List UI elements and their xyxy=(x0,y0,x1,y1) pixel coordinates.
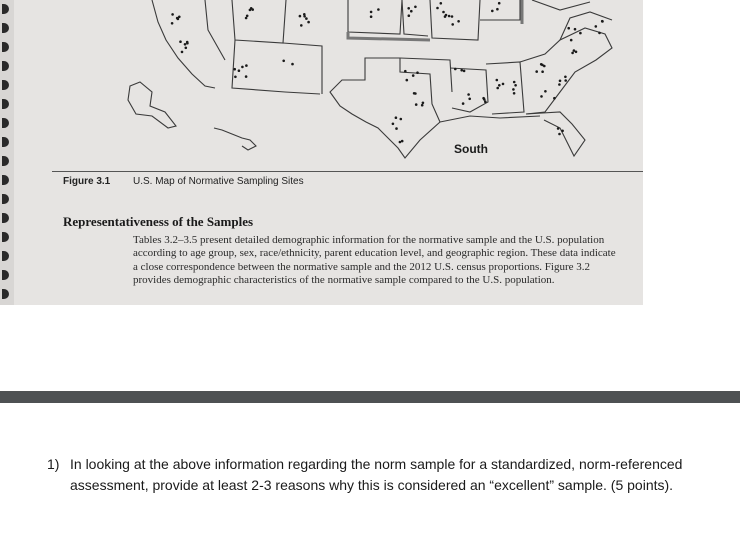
sampling-site-dot xyxy=(415,103,418,106)
sampling-site-dot xyxy=(543,65,546,68)
sampling-site-dot xyxy=(462,102,465,105)
sampling-site-dot xyxy=(454,68,457,71)
spiral-ring xyxy=(2,289,9,299)
sampling-site-dot xyxy=(460,69,463,72)
sampling-site-dot xyxy=(299,15,302,18)
sampling-site-dot xyxy=(305,17,308,20)
spiral-ring xyxy=(2,270,9,280)
sampling-site-dot xyxy=(399,141,402,144)
sampling-site-dot xyxy=(598,32,601,35)
sampling-site-dot xyxy=(573,49,576,52)
sampling-site-dot xyxy=(291,63,294,66)
figure-caption: U.S. Map of Normative Sampling Sites xyxy=(133,176,304,187)
spiral-ring xyxy=(2,175,9,185)
sampling-site-dot xyxy=(463,70,466,73)
sampling-site-dot xyxy=(401,140,404,143)
sampling-site-dot xyxy=(234,76,237,79)
sampling-site-dot xyxy=(451,15,454,18)
sampling-site-dot xyxy=(558,83,561,86)
sampling-site-dot xyxy=(535,70,538,73)
sampling-site-dot xyxy=(186,42,189,45)
sampling-site-dot xyxy=(498,2,501,5)
sampling-site-dot xyxy=(558,133,561,136)
sampling-site-dot xyxy=(595,25,598,28)
divider-bar xyxy=(0,391,740,403)
spiral-ring xyxy=(2,251,9,261)
sampling-site-dot xyxy=(564,76,567,79)
sampling-site-dot xyxy=(484,100,487,103)
sampling-site-dot xyxy=(392,123,395,126)
sampling-site-dot xyxy=(249,9,252,12)
us-map xyxy=(0,0,643,170)
sampling-site-dot xyxy=(171,22,174,25)
spiral-ring xyxy=(2,194,9,204)
sampling-site-dot xyxy=(413,92,416,95)
spiral-ring xyxy=(2,213,9,223)
sampling-site-dot xyxy=(440,2,443,5)
sampling-site-dot xyxy=(410,10,413,13)
sampling-site-dot xyxy=(377,8,380,11)
sampling-site-dot xyxy=(400,118,403,121)
spiral-ring xyxy=(2,232,9,242)
sampling-site-dot xyxy=(442,11,445,14)
section-paragraph: Tables 3.2–3.5 present detailed demographic information for the normative sample and the U.S. population according to age group, sex, race/ethnicity, parent education level, and geographic region. These data indicate a close correspondence between the normative sample and the 2012 U.S. census proportions. Figure 3.2 provides demographic characteristics of the normative sample compared to the U.S. population. xyxy=(133,234,616,286)
figure-label: Figure 3.1 xyxy=(63,176,111,187)
sampling-site-dot xyxy=(567,27,570,30)
sampling-site-dot xyxy=(513,81,516,84)
sampling-site-dot xyxy=(579,32,582,35)
sampling-site-dot xyxy=(445,14,448,17)
sampling-site-dot xyxy=(179,40,182,43)
sampling-site-dot xyxy=(574,28,577,31)
sampling-site-dot xyxy=(498,84,501,87)
sampling-site-dot xyxy=(557,127,560,130)
sampling-site-dot xyxy=(451,23,454,26)
sampling-site-dot xyxy=(233,68,236,71)
sampling-site-dot xyxy=(467,93,470,96)
sampling-site-dot xyxy=(541,70,544,73)
sampling-site-dot xyxy=(184,43,187,46)
sampling-site-dot xyxy=(559,80,562,83)
sampling-site-dot xyxy=(540,95,543,98)
sampling-site-dot xyxy=(246,15,249,18)
sampling-site-dot xyxy=(404,70,407,73)
sampling-site-dot xyxy=(491,10,494,13)
question-text: In looking at the above information regarding the norm sample for a standardized, norm-referenced assessment, provide at least 2-3 reasons why this is considered an “excellent” sample. (5 points). xyxy=(70,456,683,493)
sampling-site-dot xyxy=(496,79,499,82)
sampling-site-dot xyxy=(307,21,310,24)
sampling-site-dot xyxy=(370,15,373,18)
sampling-site-dot xyxy=(407,7,410,10)
sampling-site-dot xyxy=(300,24,303,27)
sampling-site-dot xyxy=(561,130,564,133)
sampling-site-dot xyxy=(303,13,306,16)
sampling-site-dot xyxy=(513,92,516,95)
sampling-site-dot xyxy=(282,60,285,63)
sampling-site-dot xyxy=(251,8,254,11)
caption-rule xyxy=(52,171,643,172)
sampling-site-dot xyxy=(185,47,188,50)
sampling-site-dot xyxy=(457,20,460,23)
sampling-site-dot xyxy=(564,79,567,82)
sampling-site-dot xyxy=(601,20,604,23)
sampling-site-dot xyxy=(514,84,517,87)
sampling-site-dot xyxy=(370,11,373,14)
sampling-site-dot xyxy=(245,64,248,67)
sampling-site-dot xyxy=(421,104,424,107)
question-number: 1) xyxy=(47,456,60,472)
sampling-site-dot xyxy=(448,15,451,18)
sampling-site-dot xyxy=(436,7,439,10)
sampling-site-dot xyxy=(395,116,398,119)
sampling-site-dot xyxy=(544,90,547,93)
sampling-site-dot xyxy=(406,79,409,82)
sampling-site-dot xyxy=(512,88,515,91)
sampling-site-dot xyxy=(181,51,184,54)
sampling-site-dot xyxy=(171,13,174,16)
sampling-site-dot xyxy=(571,52,574,55)
sampling-site-dot xyxy=(408,14,411,17)
sampling-site-dot xyxy=(238,69,241,72)
sampling-site-dot xyxy=(178,15,181,18)
textbook-photo xyxy=(0,0,643,305)
sampling-site-dot xyxy=(570,39,573,42)
sampling-site-dot xyxy=(245,75,248,78)
sampling-site-dot xyxy=(422,102,425,105)
sampling-site-dot xyxy=(502,83,505,86)
sampling-site-dot xyxy=(414,6,417,9)
sampling-site-dot xyxy=(416,71,419,74)
sampling-site-dot xyxy=(412,74,415,77)
map-region-label: South xyxy=(454,142,488,156)
section-heading: Representativeness of the Samples xyxy=(63,214,254,229)
sampling-site-dot xyxy=(496,87,499,90)
sampling-site-dot xyxy=(468,98,471,101)
sampling-site-dot xyxy=(553,97,556,100)
sampling-site-dot xyxy=(395,127,398,130)
sampling-site-dot xyxy=(483,98,486,101)
sampling-site-dot xyxy=(245,17,248,20)
sampling-site-dot xyxy=(496,8,499,11)
sampling-site-dot xyxy=(241,66,244,69)
